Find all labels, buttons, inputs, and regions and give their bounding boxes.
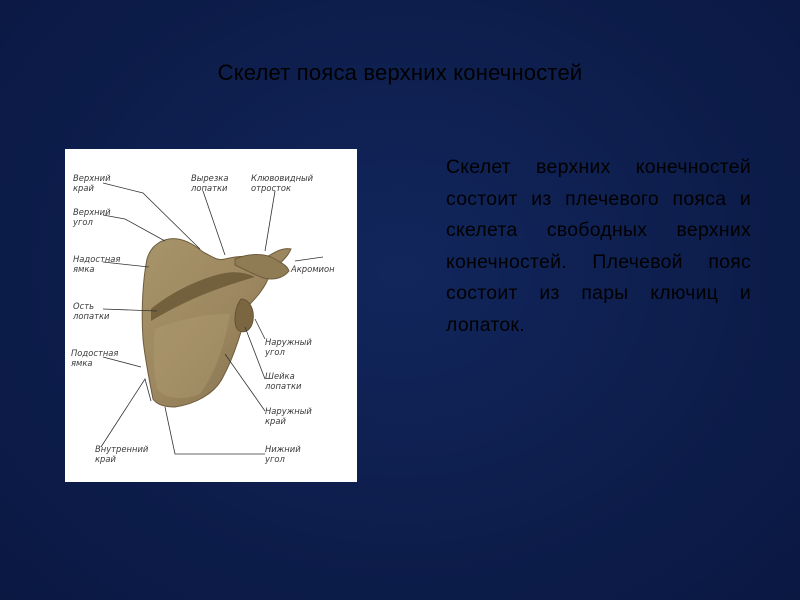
label-outer-angle-1: Наружный	[265, 337, 312, 347]
label-notch-2: лопатки	[191, 183, 228, 193]
label-infraspinous-1: Подостная	[71, 348, 119, 358]
label-notch-1: Вырезка	[191, 173, 229, 183]
label-outer-angle-2: угол	[265, 347, 285, 357]
label-coracoid-2: отросток	[251, 183, 292, 193]
label-supraspinous-1: Надостная	[73, 254, 121, 264]
label-upper-angle-1: Верхний	[73, 207, 111, 217]
label-outer-edge-1: Наружный	[265, 406, 312, 416]
label-coracoid-1: Клювовидный	[251, 173, 314, 183]
label-infraspinous-2: ямка	[71, 358, 93, 368]
slide-title: Скелет пояса верхних конечностей	[217, 60, 583, 85]
scapula-diagram	[65, 149, 357, 482]
label-spine-2: лопатки	[73, 311, 110, 321]
label-lower-angle-2: угол	[265, 454, 285, 464]
label-upper-edge-2: край	[73, 183, 94, 193]
label-neck-1: Шейка	[265, 371, 295, 381]
label-lower-angle-1: Нижний	[265, 444, 301, 454]
label-inner-edge-1: Внутренний	[95, 444, 149, 454]
label-neck-2: лопатки	[265, 381, 302, 391]
infraspinous-shade	[154, 314, 230, 398]
body-paragraph: Скелет верхних конечностей состоит из плечевого пояса и скелета свободных верхних конечностей. Плечевой пояс состоит из пары ключиц и лопаток.	[446, 156, 751, 336]
scapula-figure	[65, 149, 357, 482]
label-upper-angle-2: угол	[73, 217, 93, 227]
label-inner-edge-2: край	[95, 454, 116, 464]
label-outer-edge-2: край	[265, 416, 286, 426]
label-spine-1: Ость	[73, 301, 95, 311]
label-upper-edge-1: Верхний	[73, 173, 111, 183]
label-acromion: Акромион	[291, 264, 335, 274]
label-supraspinous-2: ямка	[73, 264, 95, 274]
